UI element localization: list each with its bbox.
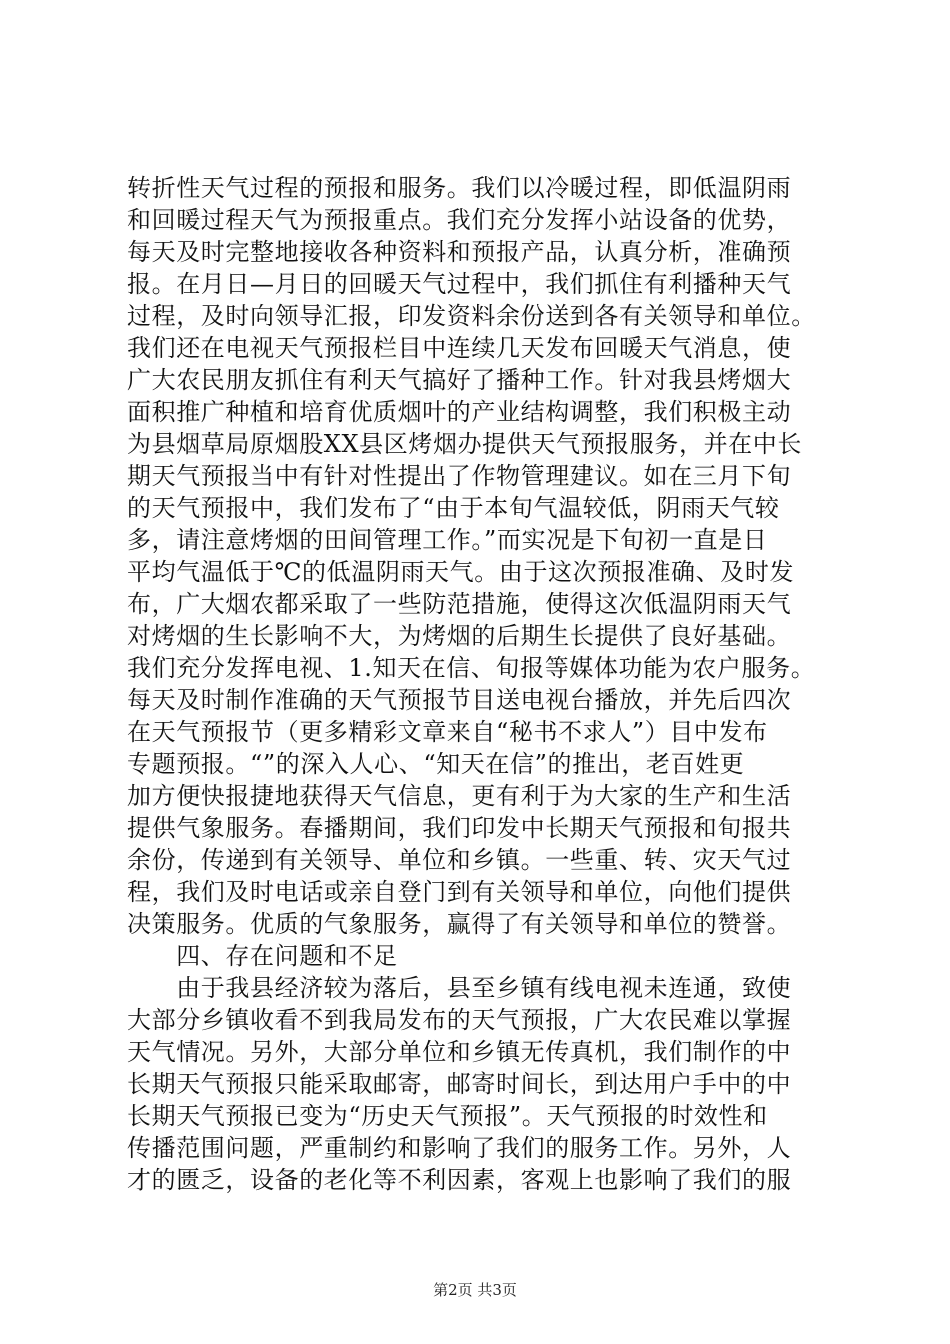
text-line: 为县烟草局原烟股XX县区烤烟办提供天气预报服务，并在中长 (127, 430, 802, 458)
text-line: 四、存在问题和不足 (127, 942, 398, 970)
text-line: 在天气预报节（更多精彩文章来自“秘书不求人”）目中发布 (127, 718, 768, 746)
text-line: 每天及时制作准确的天气预报节目送电视台播放，并先后四次 (127, 686, 792, 714)
text-line: 期天气预报当中有针对性提出了作物管理建议。如在三月下旬 (127, 462, 792, 490)
text-line: 每天及时完整地接收各种资料和预报产品，认真分析，准确预 (127, 238, 792, 266)
text-line: 对烤烟的生长影响不大，为烤烟的后期生长提供了良好基础。 (127, 622, 792, 650)
text-line: 我们还在电视天气预报栏目中连续几天发布回暖天气消息，使 (127, 334, 792, 362)
text-line: 程，我们及时电话或亲自登门到有关领导和单位，向他们提供 (127, 878, 792, 906)
text-line: 广大农民朋友抓住有利天气搞好了播种工作。针对我县烤烟大 (127, 366, 792, 394)
text-line: 大部分乡镇收看不到我局发布的天气预报，广大农民难以掌握 (127, 1006, 792, 1034)
text-line: 决策服务。优质的气象服务，赢得了有关领导和单位的赞誉。 (127, 910, 792, 938)
text-line: 专题预报。“”的深入人心、“知天在信”的推出，老百姓更 (127, 750, 745, 778)
text-line: 加方便快报捷地获得天气信息，更有利于为大家的生产和生活 (127, 782, 792, 810)
text-line: 报。在月日—月日的回暖天气过程中，我们抓住有利播种天气 (127, 270, 792, 298)
body-text (127, 172, 827, 1196)
text-line: 才的匮乏，设备的老化等不利因素，客观上也影响了我们的服 (127, 1166, 792, 1194)
text-line: 过程，及时向领导汇报，印发资料余份送到各有关领导和单位。 (127, 302, 816, 330)
text-line: 传播范围问题，严重制约和影响了我们的服务工作。另外，人 (127, 1134, 792, 1162)
text-line: 布，广大烟农都采取了一些防范措施，使得这次低温阴雨天气 (127, 590, 792, 618)
text-line: 的天气预报中，我们发布了“由于本旬气温较低，阴雨天气较 (127, 494, 780, 522)
text-line: 平均气温低于℃的低温阴雨天气。由于这次预报准确、及时发 (127, 558, 795, 586)
text-line: 多，请注意烤烟的田间管理工作。”而实况是下旬初一直是日 (127, 526, 768, 554)
text-line: 和回暖过程天气为预报重点。我们充分发挥小站设备的优势， (127, 206, 792, 234)
text-line: 余份，传递到有关领导、单位和乡镇。一些重、转、灾天气过 (127, 846, 792, 874)
text-line: 提供气象服务。春播期间，我们印发中长期天气预报和旬报共 (127, 814, 792, 842)
text-line: 由于我县经济较为落后，县至乡镇有线电视未连通，致使 (127, 974, 792, 1002)
text-line: 长期天气预报已变为“历史天气预报”。天气预报的时效性和 (127, 1102, 768, 1130)
text-line: 面积推广种植和培育优质烟叶的产业结构调整，我们积极主动 (127, 398, 792, 426)
text-line: 天气情况。另外，大部分单位和乡镇无传真机，我们制作的中 (127, 1038, 792, 1066)
page-footer: 第2页 共3页 (433, 1281, 517, 1299)
text-line: 转折性天气过程的预报和服务。我们以冷暖过程，即低温阴雨 (127, 174, 792, 202)
text-line: 长期天气预报只能采取邮寄，邮寄时间长，到达用户手中的中 (127, 1070, 792, 1098)
text-line: 我们充分发挥电视、1.知天在信、旬报等媒体功能为农户服务。 (127, 654, 816, 682)
